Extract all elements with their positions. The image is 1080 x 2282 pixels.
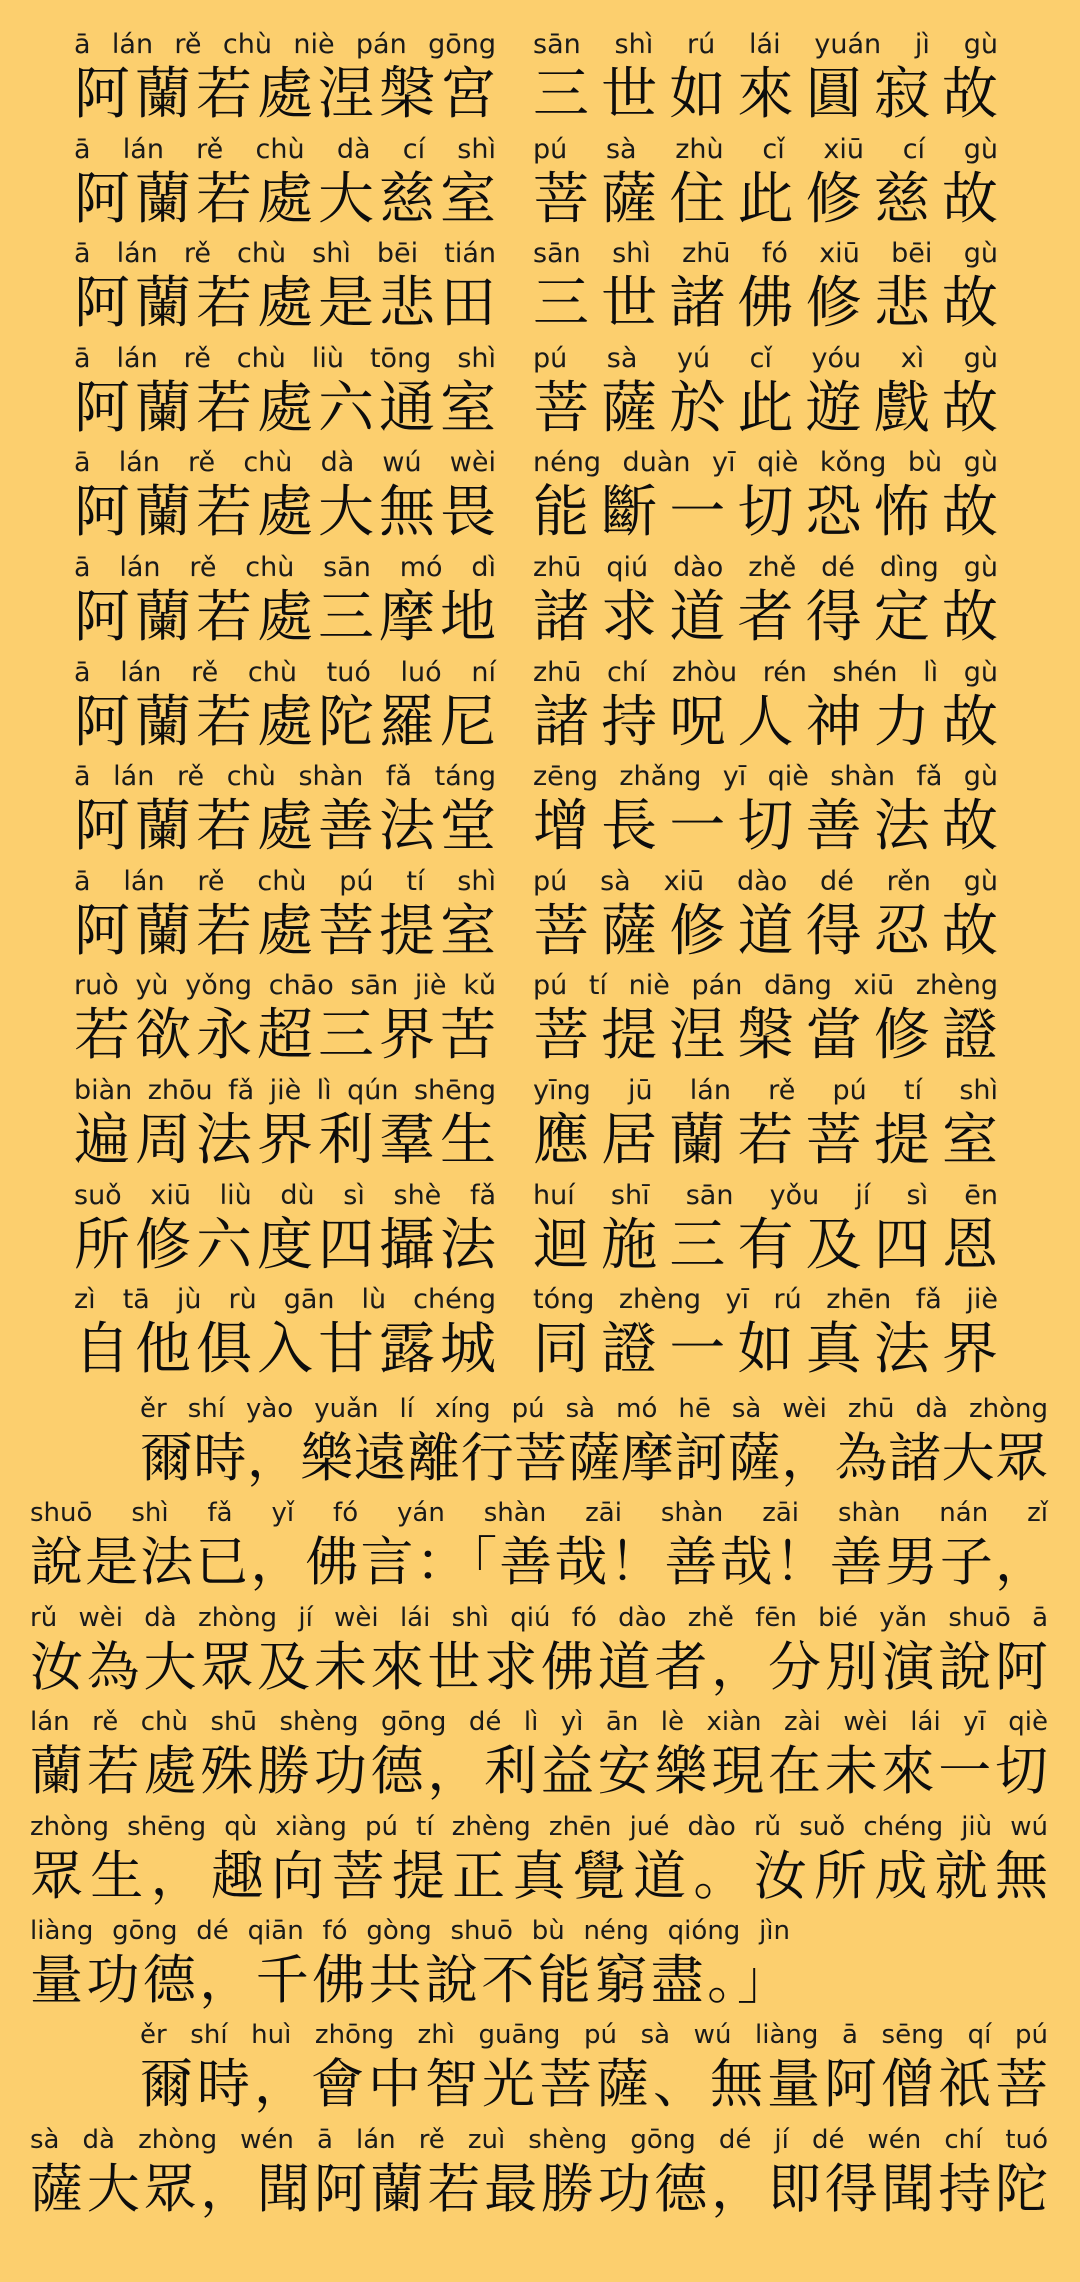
hanzi-text: 阿蘭若處六通室: [74, 375, 496, 441]
hanzi-text: 應居蘭若菩提室: [533, 1108, 998, 1173]
pinyin-text: ā lán rě chù pú tí shì: [74, 865, 496, 897]
verse-line: [0, 1074, 1080, 1180]
verse-half-b: [533, 865, 998, 971]
verse-half-a: [74, 446, 496, 552]
hanzi-text: 增長一切善法故: [533, 794, 998, 860]
verse-half-b: [533, 656, 998, 762]
prose-text-block: [30, 1810, 1048, 1916]
pinyin-text: suǒ xiū liù dù sì shè fǎ: [74, 1179, 496, 1211]
verse-half-a: [74, 969, 496, 1075]
verse-half-b: [533, 1283, 998, 1389]
hanzi-text: 阿蘭若處三摩地: [74, 585, 496, 650]
prose-line: [0, 1705, 1080, 1811]
prose-text-block: [30, 1914, 790, 2020]
verse-half-b: [533, 551, 998, 657]
hanzi-text: 阿蘭若處是悲田: [74, 271, 496, 337]
verse-half-a: [74, 656, 496, 762]
pinyin-text: sān shì rú lái yuán jì gù: [533, 29, 998, 60]
verse-half-b: [533, 133, 998, 239]
pinyin-text: rǔ wèi dà zhòng jí wèi lái shì qiú fó dào zhě fēn bié yǎn shuō ā: [30, 1602, 1048, 1633]
pinyin-text: huí shī sān yǒu jí sì ēn: [533, 1179, 998, 1211]
verse-line: [0, 133, 1080, 239]
hanzi-text: 汝為大眾及未來世求佛道者，分別演說阿: [30, 1636, 1048, 1698]
verse-half-b: [533, 237, 998, 343]
hanzi-text: 爾時，樂遠離行菩薩摩訶薩，為諸大眾: [140, 1428, 1048, 1489]
pinyin-text: shuō shì fǎ yǐ fó yán shàn zāi shàn zāi shàn nán zǐ: [30, 1498, 1048, 1529]
verse-half-a: [74, 237, 496, 343]
hanzi-text: 菩提涅槃當修證: [533, 1003, 998, 1069]
pinyin-text: ā lán rě chù niè pán gōng: [74, 29, 496, 60]
pinyin-text: pú sà zhù cǐ xiū cí gù: [533, 133, 998, 165]
pinyin-text: sà dà zhòng wén ā lán rě zuì shèng gōng dé jí dé wén chí tuó: [30, 2124, 1048, 2155]
verse-half-a: [74, 760, 496, 866]
pinyin-text: ruò yù yǒng chāo sān jiè kǔ: [74, 970, 496, 1002]
verse-line: [0, 656, 1080, 762]
hanzi-text: 阿蘭若處大慈室: [74, 166, 496, 232]
hanzi-text: 自他俱入甘露城: [74, 1317, 496, 1383]
hanzi-text: 阿蘭若處善法堂: [74, 794, 496, 860]
pinyin-text: ā lán rě chù dà cí shì: [74, 133, 496, 165]
hanzi-text: 蘭若處殊勝功德，利益安樂現在未來一切: [30, 1741, 1048, 1803]
pinyin-text: zhū qiú dào zhě dé dìng gù: [533, 552, 998, 583]
hanzi-text: 說是法已，佛言：「善哉！善哉！善男子，: [30, 1532, 1048, 1594]
verse-half-b: [533, 446, 998, 552]
pinyin-text: ā lán rě chù tuó luó ní: [74, 656, 496, 688]
prose-line: [0, 1496, 1080, 1602]
hanzi-text: 三世如來圓寂故: [533, 62, 998, 127]
prose-text-block: [30, 2123, 1048, 2229]
pinyin-text: sān shì zhū fó xiū bēi gù: [533, 238, 998, 270]
pinyin-text: yīng jū lán rě pú tí shì: [533, 1075, 998, 1106]
pinyin-text: ěr shí yào yuǎn lí xíng pú sà mó hē sà wèi zhū dà zhòng: [140, 1394, 1048, 1424]
hanzi-text: 菩薩於此遊戲故: [533, 375, 998, 441]
pinyin-text: ā lán rě chù shàn fǎ táng: [74, 761, 496, 793]
prose-line: [0, 1810, 1080, 1916]
hanzi-text: 諸持呪人神力故: [533, 689, 998, 755]
pinyin-text: ā lán rě chù dà wú wèi: [74, 447, 496, 479]
verse-line: [0, 969, 1080, 1075]
verse-line: [0, 342, 1080, 448]
hanzi-text: 阿蘭若處菩提室: [74, 898, 496, 964]
verse-line: [0, 446, 1080, 552]
hanzi-text: 薩大眾，聞阿蘭若最勝功德，即得聞持陀: [30, 2158, 1048, 2220]
hanzi-text: 菩薩修道得忍故: [533, 898, 998, 964]
verse-half-b: [533, 28, 998, 134]
verse-half-a: [74, 133, 496, 239]
prose-line: [0, 2018, 1080, 2124]
verse-half-a: [74, 28, 496, 134]
pinyin-text: ěr shí huì zhōng zhì guāng pú sà wú liàng ā sēng qí pú: [140, 2020, 1048, 2051]
prose-text-block: [30, 1496, 1048, 1602]
hanzi-text: 阿蘭若處涅槃宮: [74, 62, 496, 127]
hanzi-text: 若欲永超三界苦: [74, 1003, 496, 1069]
hanzi-text: 眾生，趣向菩提正真覺道。汝所成就無: [30, 1845, 1048, 1907]
hanzi-text: 諸求道者得定故: [533, 585, 998, 650]
pinyin-text: zēng zhǎng yī qiè shàn fǎ gù: [533, 761, 998, 793]
prose-line: [0, 1914, 1080, 2020]
verse-line: [0, 28, 1080, 134]
prose-text-block: [30, 1705, 1048, 1811]
verse-half-a: [74, 865, 496, 971]
pinyin-text: ā lán rě chù sān mó dì: [74, 552, 496, 583]
pinyin-text: tóng zhèng yī rú zhēn fǎ jiè: [533, 1284, 998, 1316]
pinyin-text: zì tā jù rù gān lù chéng: [74, 1284, 496, 1316]
verse-half-a: [74, 1283, 496, 1389]
hanzi-text: 所修六度四攝法: [74, 1212, 496, 1278]
pinyin-text: ā lán rě chù liù tōng shì: [74, 342, 496, 374]
pinyin-text: pú sà xiū dào dé rěn gù: [533, 865, 998, 897]
pinyin-text: ā lán rě chù shì bēi tián: [74, 238, 496, 270]
verse-half-b: [533, 1074, 998, 1180]
pinyin-text: néng duàn yī qiè kǒng bù gù: [533, 447, 998, 479]
prose-line: [0, 1392, 1080, 1498]
pinyin-text: lán rě chù shū shèng gōng dé lì yì ān lè xiàn zài wèi lái yī qiè: [30, 1707, 1048, 1738]
verse-half-a: [74, 1179, 496, 1285]
verse-half-b: [533, 969, 998, 1075]
pinyin-text: zhòng shēng qù xiàng pú tí zhèng zhēn jué dào rǔ suǒ chéng jiù wú: [30, 1811, 1048, 1842]
hanzi-text: 量功德，千佛共說不能窮盡。」: [30, 1950, 790, 2011]
verse-line: [0, 237, 1080, 343]
pinyin-text: pú tí niè pán dāng xiū zhèng: [533, 970, 998, 1002]
verse-half-b: [533, 342, 998, 448]
hanzi-text: 同證一如真法界: [533, 1317, 998, 1383]
pinyin-text: zhū chí zhòu rén shén lì gù: [533, 656, 998, 688]
pinyin-text: liàng gōng dé qiān fó gòng shuō bù néng qióng jìn: [30, 1916, 790, 1946]
prose-text-block: [30, 1601, 1048, 1707]
pinyin-text: biàn zhōu fǎ jiè lì qún shēng: [74, 1075, 496, 1106]
verse-line: [0, 760, 1080, 866]
prose-line: [0, 2123, 1080, 2229]
verse-half-b: [533, 760, 998, 866]
prose-text-block: [140, 1392, 1048, 1498]
verse-line: [0, 1179, 1080, 1285]
prose-text-block: [140, 2018, 1048, 2124]
verse-line: [0, 551, 1080, 657]
hanzi-text: 阿蘭若處陀羅尼: [74, 689, 496, 755]
hanzi-text: 迴施三有及四恩: [533, 1212, 998, 1278]
hanzi-text: 遍周法界利羣生: [74, 1108, 496, 1173]
hanzi-text: 三世諸佛修悲故: [533, 271, 998, 337]
verse-line: [0, 1283, 1080, 1389]
hanzi-text: 爾時，會中智光菩薩、無量阿僧祇菩: [140, 2054, 1048, 2116]
pinyin-text: pú sà yú cǐ yóu xì gù: [533, 342, 998, 374]
verse-half-b: [533, 1179, 998, 1285]
verse-half-a: [74, 342, 496, 448]
verse-line: [0, 865, 1080, 971]
prose-line: [0, 1601, 1080, 1707]
verse-half-a: [74, 1074, 496, 1180]
hanzi-text: 阿蘭若處大無畏: [74, 480, 496, 546]
verse-half-a: [74, 551, 496, 657]
hanzi-text: 能斷一切恐怖故: [533, 480, 998, 546]
hanzi-text: 菩薩住此修慈故: [533, 166, 998, 232]
